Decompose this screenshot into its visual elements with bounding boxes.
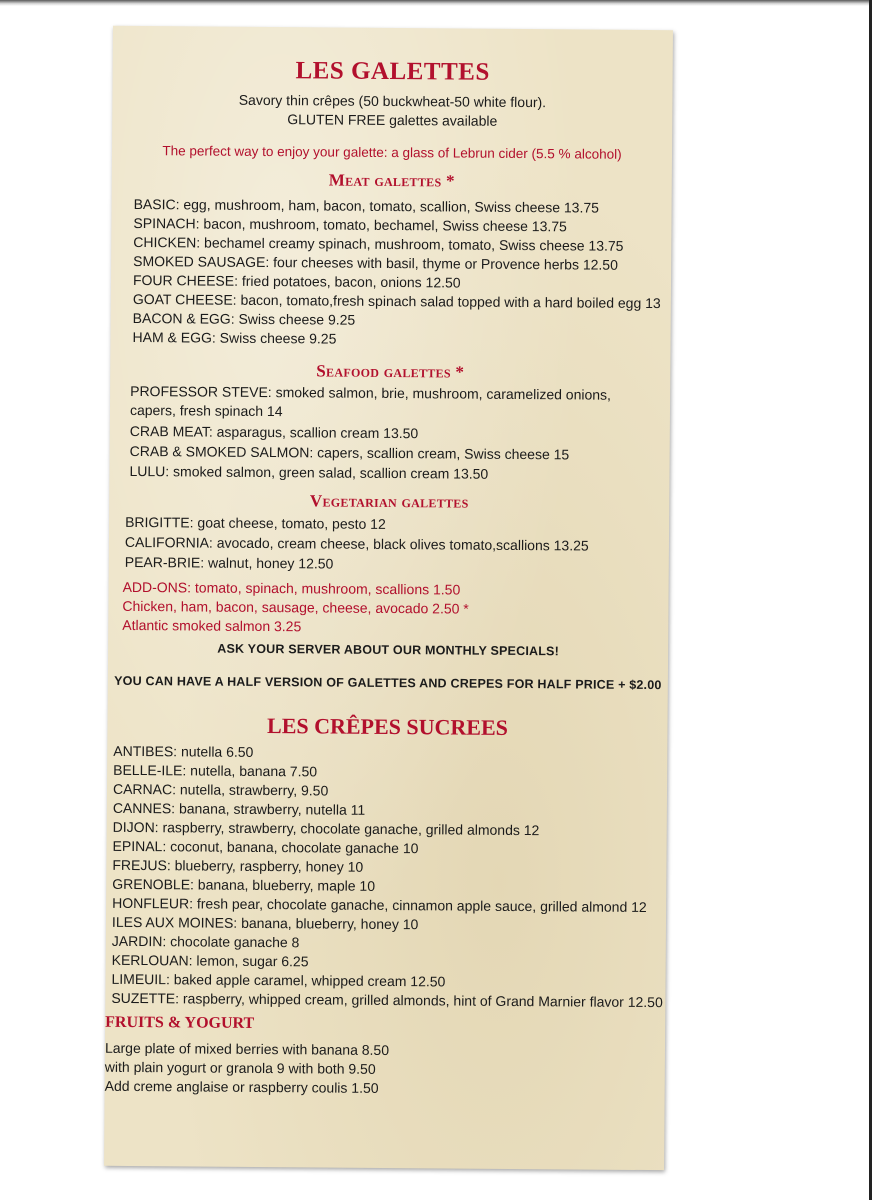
menu-item: HONFLEUR: fresh pear, chocolate ganache, cinnamon apple sauce, grilled almond 12 bbox=[112, 894, 647, 916]
menu-item: PEAR-BRIE: walnut, honey 12.50 bbox=[124, 553, 334, 572]
galettes-subtitle-2: GLUTEN FREE galettes available bbox=[287, 111, 498, 129]
menu-item: CRAB MEAT: asparagus, scallion cream 13.50 bbox=[129, 422, 419, 442]
vegetarian-galettes-title: Vegetarian galettes bbox=[309, 491, 469, 512]
menu-item: BRIGITTE: goat cheese, tomato, pesto 12 bbox=[125, 513, 386, 532]
menu-item: BASIC: egg, mushroom, ham, bacon, tomato, scallion, Swiss cheese 13.75 bbox=[133, 195, 600, 216]
galettes-title: LES GALETTES bbox=[295, 57, 490, 86]
menu-item: CANNES: banana, strawberry, nutella 11 bbox=[112, 799, 366, 818]
scan-edge-top bbox=[0, 0, 872, 6]
addons-line: Atlantic smoked salmon 3.25 bbox=[122, 616, 302, 635]
menu-item: FREJUS: blueberry, raspberry, honey 10 bbox=[112, 856, 364, 875]
menu-item: GOAT CHEESE: bacon, tomato,fresh spinach salad topped with a hard boiled egg 13 bbox=[132, 290, 661, 312]
meat-galettes-title: Meat galettes * bbox=[328, 170, 455, 191]
menu-item: LIMEUIL: baked apple caramel, whipped cream 12.50 bbox=[111, 970, 446, 990]
menu-item: BACON & EGG: Swiss cheese 9.25 bbox=[132, 309, 356, 328]
cider-note: The perfect way to enjoy your galette: a glass of Lebrun cider (5.5 % alcohol) bbox=[162, 143, 622, 162]
menu-item: JARDIN: chocolate ganache 8 bbox=[111, 932, 300, 951]
specials-note: ASK YOUR SERVER ABOUT OUR MONTHLY SPECIALS! bbox=[217, 641, 560, 659]
menu-item: GRENOBLE: banana, blueberry, maple 10 bbox=[112, 875, 376, 894]
menu-item: HAM & EGG: Swiss cheese 9.25 bbox=[132, 328, 337, 347]
menu-item: ANTIBES: nutella 6.50 bbox=[113, 742, 254, 760]
menu-item: LULU: smoked salmon, green salad, scallion cream 13.50 bbox=[129, 462, 489, 482]
menu-item: CRAB & SMOKED SALMON: capers, scallion cream, Swiss cheese 15 bbox=[129, 442, 570, 463]
menu-item: PROFESSOR STEVE: smoked salmon, brie, mushroom, caramelized onions, capers, fresh spinach 14 bbox=[129, 382, 612, 420]
seafood-galettes-title: Seafood galettes * bbox=[316, 361, 465, 382]
menu-item: Large plate of mixed berries with banana 8.50 bbox=[104, 1039, 390, 1059]
galettes-subtitle-1: Savory thin crêpes (50 buckwheat-50 white flour). bbox=[238, 91, 547, 111]
half-price-note: YOU CAN HAVE A HALF VERSION OF GALETTES AND CREPES FOR HALF PRICE + $2.00 bbox=[114, 673, 662, 693]
menu-item: CHICKEN: bechamel creamy spinach, mushroom, tomato, Swiss cheese 13.75 bbox=[133, 233, 624, 254]
menu-item: FOUR CHEESE: fried potatoes, bacon, onions 12.50 bbox=[132, 271, 461, 291]
menu-item: EPINAL: coconut, banana, chocolate ganache 10 bbox=[112, 837, 419, 857]
menu-item: SPINACH: bacon, mushroom, tomato, bechamel, Swiss cheese 13.75 bbox=[133, 214, 567, 235]
addons-line: Chicken, ham, bacon, sausage, cheese, avocado 2.50 * bbox=[122, 597, 469, 617]
menu-item: SMOKED SAUSAGE: four cheeses with basil, thyme or Provence herbs 12.50 bbox=[133, 252, 618, 273]
menu-item: KERLOUAN: lemon, sugar 6.25 bbox=[111, 951, 309, 970]
addons-line: ADD-ONS: tomato, spinach, mushroom, scallions 1.50 bbox=[122, 578, 461, 598]
menu-card bbox=[104, 26, 673, 1170]
fruits-yogurt-title: FRUITS & YOGURT bbox=[105, 1013, 255, 1032]
menu-item: CARNAC: nutella, strawberry, 9.50 bbox=[112, 780, 329, 799]
menu-item: CALIFORNIA: avocado, cream cheese, black olives tomato,scallions 13.25 bbox=[124, 533, 589, 554]
menu-item: SUZETTE: raspberry, whipped cream, grilled almonds, hint of Grand Marnier flavor 12.50 bbox=[111, 989, 663, 1011]
menu-item: ILES AUX MOINES: banana, blueberry, honey 10 bbox=[111, 913, 419, 933]
crepes-title: LES CRÊPES SUCREES bbox=[266, 713, 509, 740]
menu-item: with plain yogurt or granola 9 with both 9.50 bbox=[104, 1058, 376, 1077]
menu-item: Add creme anglaise or raspberry coulis 1.50 bbox=[104, 1077, 379, 1096]
menu-item: BELLE-ILE: nutella, banana 7.50 bbox=[113, 761, 318, 780]
menu-item: DIJON: raspberry, strawberry, chocolate ganache, grilled almonds 12 bbox=[112, 818, 540, 839]
